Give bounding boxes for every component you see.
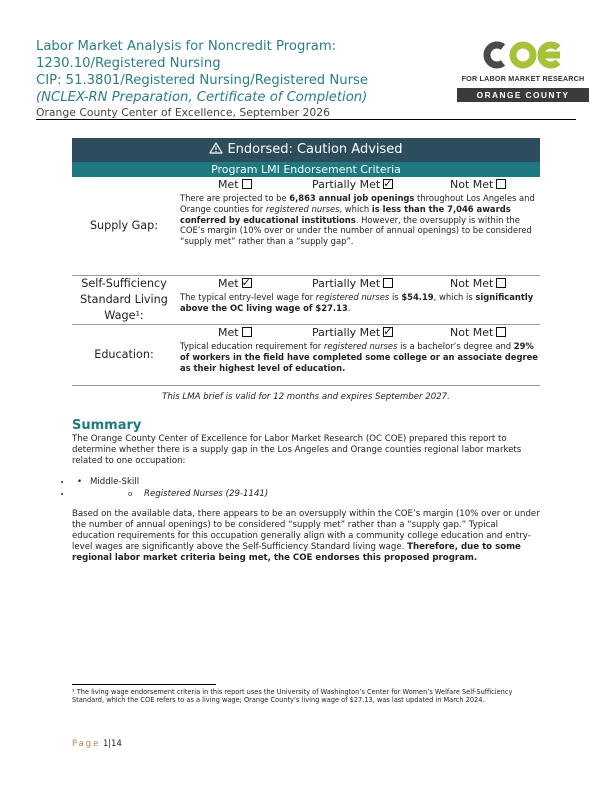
text-run: .: [347, 302, 351, 313]
page-current: 1: [102, 738, 109, 748]
report-date-line: Orange County Center of Excellence, September 2026: [36, 106, 330, 119]
text-run: is a bachelor’s degree and: [397, 341, 514, 351]
checkbox-met: [242, 179, 252, 189]
endorsement-subtitle: Program LMI Endorsement Criteria: [72, 162, 540, 177]
list-item: • • Middle-Skill: [72, 476, 542, 488]
criteria-description: [180, 193, 538, 247]
page-word: Page: [72, 738, 101, 748]
text-run: registered nurses: [323, 341, 398, 351]
logo-county-banner: ORANGE COUNTY: [457, 88, 589, 102]
criteria-row-supply-gap: [72, 177, 540, 276]
report-title-line-2: 1230.10/Registered Nursing: [36, 56, 221, 71]
text-run: Therefore, due to some regional labor market criteria being met, the COE endorses this proposed program.: [72, 542, 521, 563]
report-title-line-4: (NCLEX-RN Preparation, Certificate of Completion): [36, 90, 368, 105]
text-run: $54.19: [401, 292, 434, 302]
coe-logo-mark: [457, 38, 589, 72]
logo-tagline: FOR LABOR MARKET RESEARCH: [461, 74, 585, 83]
text-run: Based on the available data, there appears to be an oversupply within the COE’s margin (10% over or under the number of annual openings) to be considered “supply met” rather than a “supply gap.” Typical education requirements for this occupation generally align with a community college education and entry-level wages are significantly above the Self-Sufficiency Standard living wage.: [72, 509, 540, 552]
criteria-options: [180, 177, 538, 193]
option-met: Met: [180, 177, 312, 193]
text-run: is: [389, 292, 402, 302]
criteria-label: Education:: [94, 348, 154, 361]
validity-note: This LMA brief is valid for 12 months and expires September 2027.: [162, 392, 450, 402]
checkbox-partially-met: [383, 278, 393, 288]
page-total: 14: [111, 738, 122, 748]
summary-heading: Summary: [72, 418, 142, 433]
checkbox-partially-met: [383, 327, 393, 337]
checkbox-partially-met: [383, 179, 393, 189]
checkbox-not-met: [496, 179, 506, 189]
report-title-line-1: Labor Market Analysis for Noncredit Program:: [36, 39, 337, 54]
option-met: Met✓: [180, 276, 312, 292]
summary-intro: The Orange County Center of Excellence for Labor Market Research (OC COE) prepared this report to determine whether there is a supply gap in the Los Angeles and Orange counties regional labor markets related to one occupation:: [72, 434, 522, 466]
text-run: 6,863 annual job openings: [289, 193, 415, 203]
summary-section: [72, 418, 542, 564]
text-run: Typical education requirement for: [180, 341, 324, 351]
text-run: significantly above the OC living wage of $27.13: [180, 292, 534, 313]
report-title-line-3: CIP: 51.3801/Registered Nursing/Registered Nurse: [36, 73, 369, 88]
warning-triangle-icon: [209, 142, 223, 154]
endorsement-title: Endorsed: Caution Advised: [227, 142, 403, 157]
text-run: registered nurses: [315, 292, 390, 302]
criteria-description: [180, 341, 538, 373]
criteria-options: [180, 325, 538, 341]
option-partially-met: Partially Met✓: [312, 177, 450, 193]
option-met: Met: [180, 325, 312, 341]
criteria-row-living-wage: [72, 276, 540, 325]
text-run: 29% of workers in the field have completed some college or an associate degree as their highest level of education.: [180, 341, 538, 373]
option-not-met: Not Met: [450, 177, 506, 193]
page-separator: |: [108, 738, 112, 748]
option-not-met: Not Met: [450, 325, 506, 341]
text-run: is less than the 7,046 awards conferred by educational institutions: [180, 203, 511, 225]
page-number: [72, 738, 122, 748]
checkbox-met: [242, 327, 252, 337]
option-partially-met: Partially Met✓: [312, 325, 450, 341]
footnote-divider: [72, 684, 216, 685]
endorsement-title-bar: [72, 138, 540, 162]
text-run: registered nurses: [265, 203, 340, 214]
option-not-met: Not Met: [450, 276, 506, 292]
criteria-description: [180, 292, 538, 314]
checkbox-not-met: [496, 278, 506, 288]
checkbox-not-met: [496, 327, 506, 337]
text-run: The typical entry-level wage for: [180, 292, 316, 302]
summary-body: [72, 509, 542, 564]
text-run: There are projected to be: [180, 193, 290, 203]
text-run: . However, the oversupply is within the COE’s margin (10% over or under the number of annual openings) to be considered “supply met” rather than a “supply gap”.: [180, 214, 532, 247]
footnote: ¹ The living wage endorsement criteria in this report uses the University of Washington’s Center for Women’s Welfare Self-Sufficiency Standard, which the COE refers to as a living wage; Orange County’s living wage of $27.13, was last updated in March 2024.: [72, 688, 513, 705]
text-run: , which: [339, 203, 372, 214]
criteria-label: Self-Sufficiency Standard Living Wage¹:: [80, 277, 168, 322]
text-run: , which is: [433, 292, 476, 302]
criteria-label: Supply Gap:: [89, 219, 159, 232]
coe-logo: [457, 38, 589, 106]
criteria-options: [180, 276, 538, 292]
sub-list-item: o • Registered Nurses (29-1141): [72, 488, 542, 500]
option-partially-met: Partially Met: [312, 276, 450, 292]
text-run: throughout Los Angeles and Orange counties for: [180, 193, 535, 214]
criteria-row-education: [72, 325, 540, 386]
checkbox-met: [242, 278, 252, 288]
occupation-list: [72, 476, 542, 500]
endorsement-table: [72, 138, 540, 386]
